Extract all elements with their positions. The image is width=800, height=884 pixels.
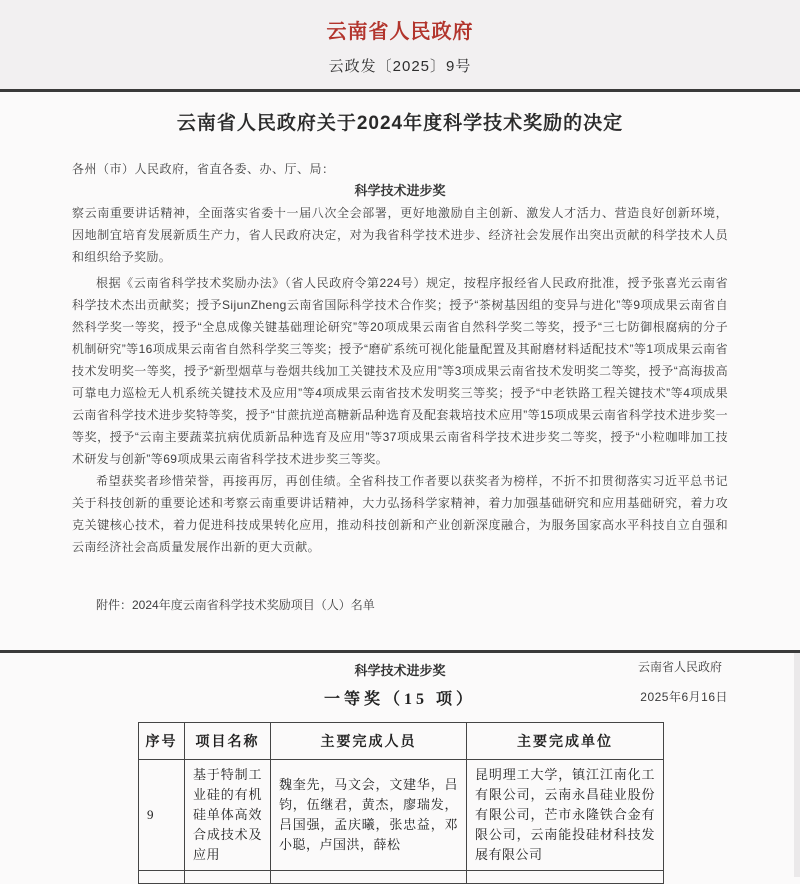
- letter-body: [72, 158, 728, 708]
- cell-serial-no: 9: [139, 760, 185, 871]
- table-row: [139, 760, 664, 871]
- header-main-contributors: 主要完成人员: [271, 723, 467, 760]
- salutation: 各州（市）人民政府，省直各委、办、厅、局：: [72, 162, 335, 176]
- page-edge-shadow: [794, 653, 800, 877]
- page-divider-bottom: [0, 650, 800, 653]
- document-title: 云南省人民政府关于2024年度科学技术奖励的决定: [176, 113, 624, 134]
- signature-org: 云南省人民政府: [637, 660, 722, 674]
- signature-date: 2025年6月16日: [640, 690, 728, 704]
- paragraph-exhortation: 希望获奖者珍惜荣誉，再接再厉，再创佳绩。全省科技工作者要以获奖者为榜样，不折不扣贯彻落实习近平总书记关于科技创新的重要论述和考察云南重要讲话精神，大力弘扬科学家精神，着力加强基础研究和应用基础研究，着力攻克关键核心技术，着力促进科技成果转化应用，推动科技创新和产业创新深度融合，为服务国家高水平科技自立自强和云南经济社会高质量发展作出新的更大贡献。: [72, 474, 728, 554]
- attachment-note: 附件：2024年度云南省科学技术奖励项目（人）名单: [96, 598, 375, 612]
- cell-empty: [185, 871, 271, 884]
- inline-section-heading: 科学技术进步奖: [354, 183, 446, 198]
- award-category-heading: 科学技术进步奖: [354, 663, 446, 678]
- cell-main-contributors: 魏奎先，马文会，文建华，吕钧，伍继君，黄杰，廖瑞发，吕国强，孟庆曦，张忠益，邓小聪，卢国洪，薛松: [271, 760, 467, 871]
- table-header-row: [139, 723, 664, 760]
- paragraph-intro: 察云南重要讲话精神，全面落实省委十一届八次全会部署，更好地激励自主创新、激发人才活力、营造良好创新环境，因地制宜培育发展新质生产力，省人民政府决定，对为我省科学技术进步、经济社会发展作出突出贡献的科学技术人员和组织给予奖励。: [72, 206, 728, 264]
- header-main-organizations: 主要完成单位: [467, 723, 664, 760]
- header-project-name: 项目名称: [185, 723, 271, 760]
- document-number: 云政发〔2025〕9号: [328, 58, 472, 75]
- cell-empty: [467, 871, 664, 884]
- document-header-band: [0, 0, 800, 89]
- table-row-partial: [139, 871, 664, 884]
- cell-project-name: 基于特制工业硅的有机硅单体高效合成技术及应用: [185, 760, 271, 871]
- award-grade-heading: 一等奖（15 项）: [323, 691, 476, 708]
- issuing-org-title: 云南省人民政府: [326, 21, 474, 43]
- header-serial-no: 序号: [139, 723, 185, 760]
- award-table: [138, 722, 664, 884]
- page-divider-top: [0, 89, 800, 92]
- cell-empty: [139, 871, 185, 884]
- cell-empty: [271, 871, 467, 884]
- cell-main-organizations: 昆明理工大学，镇江江南化工有限公司，云南永昌硅业股份有限公司，芒市永隆铁合金有限公司，云南能投硅材科技发展有限公司: [467, 760, 664, 871]
- paragraph-award-list: 根据《云南省科学技术奖励办法》（省人民政府令第224号）规定，按程序报经省人民政府批准，授予张喜光云南省科学技术杰出贡献奖；授予SijunZheng云南省国际科学技术合作奖；授予“茶树基因组的变异与进化”等9项成果云南省自然科学奖一等奖，授予“全息成像关键基础理论研究”等20项成果云南省自然科学奖二等奖，授予“三七防御根腐病的分子机制研究”等16项成果云南省自然科学奖三等奖；授予“磨矿系统可视化能量配置及其耐磨材料适配技术”等1项成果云南省技术发明奖一等奖，授予“新型烟草与卷烟共线加工关键技术及应用”等3项成果云南省技术发明奖二等奖，授予“高海拔高可靠电力巡检无人机系统关键技术及应用”等4项成果云南省技术发明奖三等奖；授予“中老铁路工程关键技术”等4项成果云南省科学技术进步奖特等奖，授予“甘蔗抗逆高糖新品种选育及配套栽培技术应用”等15项成果云南省科学技术进步奖一等奖，授予“云南主要蔬菜抗病优质新品种选育及应用”等37项成果云南省科学技术进步奖二等奖，授予“小粒咖啡加工技术研发与创新”等69项成果云南省科学技术进步奖三等奖。: [72, 276, 728, 466]
